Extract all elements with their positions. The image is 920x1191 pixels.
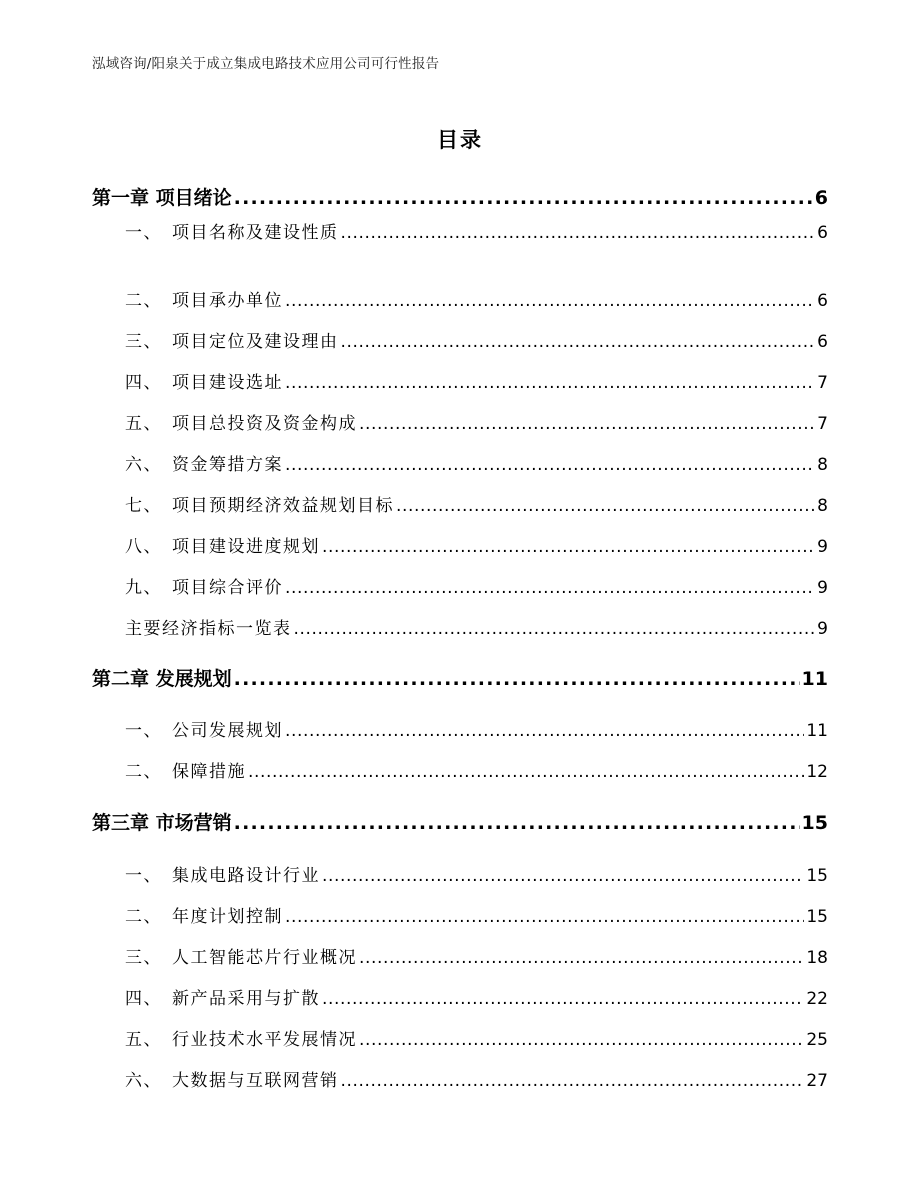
- leader-dots: [285, 578, 815, 598]
- toc-page-number: 6: [817, 332, 828, 352]
- toc-item[interactable]: [125, 327, 828, 352]
- toc-page-number: 22: [806, 989, 828, 1009]
- leader-dots: [234, 668, 800, 690]
- toc-page-number: 8: [817, 455, 828, 475]
- toc-item[interactable]: [125, 716, 828, 741]
- toc-item[interactable]: [125, 368, 828, 393]
- leader-dots: [285, 455, 815, 475]
- leader-dots: [341, 223, 816, 243]
- toc-item[interactable]: [125, 984, 828, 1009]
- leader-dots: [359, 948, 804, 968]
- leader-dots: [341, 332, 816, 352]
- toc-item[interactable]: [125, 409, 828, 434]
- leader-dots: [285, 291, 815, 311]
- toc-page-number: 15: [806, 907, 828, 927]
- leader-dots: [396, 496, 815, 516]
- toc-entry-label: 二、 年度计划控制: [125, 907, 283, 927]
- toc-item[interactable]: [125, 861, 828, 886]
- toc-item[interactable]: [125, 757, 828, 782]
- toc-item[interactable]: [125, 902, 828, 927]
- toc-entry-label: 二、 保障措施: [125, 762, 246, 782]
- toc-page-number: 9: [817, 578, 828, 598]
- toc-entry-label: 第三章 市场营销: [92, 812, 232, 834]
- toc-entry-label: 三、 项目定位及建设理由: [125, 332, 339, 352]
- toc-page-number: 6: [817, 291, 828, 311]
- toc-entry-label: 第二章 发展规划: [92, 668, 232, 690]
- toc-page-number: 11: [806, 721, 828, 741]
- toc-page-number: 18: [806, 948, 828, 968]
- leader-dots: [322, 537, 815, 557]
- leader-dots: [285, 721, 804, 741]
- toc-page-number: 8: [817, 496, 828, 516]
- toc-item[interactable]: [125, 532, 828, 557]
- toc-item[interactable]: [125, 450, 828, 475]
- toc-page-number: 6: [817, 223, 828, 243]
- leader-dots: [341, 1071, 805, 1091]
- toc-entry-label: 五、 行业技术水平发展情况: [125, 1030, 357, 1050]
- toc-chapter-1[interactable]: [92, 183, 828, 210]
- toc-entry-label: 三、 人工智能芯片行业概况: [125, 948, 357, 968]
- toc-page-number: 15: [801, 812, 828, 834]
- toc-chapter-3[interactable]: [92, 808, 828, 835]
- leader-dots: [322, 866, 804, 886]
- toc-entry-label: 八、 项目建设进度规划: [125, 537, 320, 557]
- toc-entry-label: 五、 项目总投资及资金构成: [125, 414, 357, 434]
- leader-dots: [322, 989, 804, 1009]
- toc-page-number: 7: [817, 414, 828, 434]
- toc-page-number: 9: [817, 619, 828, 639]
- toc-item[interactable]: [125, 614, 828, 639]
- toc-entry-label: 九、 项目综合评价: [125, 578, 283, 598]
- toc-page-number: 7: [817, 373, 828, 393]
- toc-entry-label: 七、 项目预期经济效益规划目标: [125, 496, 394, 516]
- toc-page-number: 15: [806, 866, 828, 886]
- leader-dots: [285, 907, 804, 927]
- toc-entry-label: 四、 项目建设选址: [125, 373, 283, 393]
- toc-entry-label: 二、 项目承办单位: [125, 291, 283, 311]
- toc-page-number: 25: [806, 1030, 828, 1050]
- toc-entry-label: 一、 公司发展规划: [125, 721, 283, 741]
- toc-entry-label: 六、 大数据与互联网营销: [125, 1071, 339, 1091]
- toc-entry-label: 一、 项目名称及建设性质: [125, 223, 339, 243]
- toc-item[interactable]: [125, 943, 828, 968]
- leader-dots: [234, 187, 813, 209]
- leader-dots: [234, 812, 800, 834]
- toc-page-number: 6: [814, 187, 828, 209]
- toc-item[interactable]: [125, 573, 828, 598]
- toc-page-number: 11: [801, 668, 828, 690]
- toc-page-number: 12: [806, 762, 828, 782]
- page-header: 泓域咨询/阳泉关于成立集成电路技术应用公司可行性报告: [92, 56, 440, 72]
- leader-dots: [285, 373, 815, 393]
- toc-page-number: 9: [817, 537, 828, 557]
- toc-title: 目录: [437, 128, 483, 152]
- leader-dots: [294, 619, 816, 639]
- toc-entry-label: 四、 新产品采用与扩散: [125, 989, 320, 1009]
- leader-dots: [359, 1030, 804, 1050]
- toc-item[interactable]: [125, 491, 828, 516]
- toc-page-number: 27: [806, 1071, 828, 1091]
- toc-item[interactable]: [125, 286, 828, 311]
- toc-chapter-2[interactable]: [92, 664, 828, 691]
- toc-item[interactable]: [125, 1066, 828, 1091]
- toc-entry-label: 一、 集成电路设计行业: [125, 866, 320, 886]
- leader-dots: [359, 414, 815, 434]
- toc-entry-label: 第一章 项目绪论: [92, 187, 232, 209]
- leader-dots: [248, 762, 804, 782]
- toc-item[interactable]: [125, 218, 828, 243]
- toc-entry-label: 主要经济指标一览表: [125, 619, 292, 639]
- toc-entry-label: 六、 资金筹措方案: [125, 455, 283, 475]
- toc-item[interactable]: [125, 1025, 828, 1050]
